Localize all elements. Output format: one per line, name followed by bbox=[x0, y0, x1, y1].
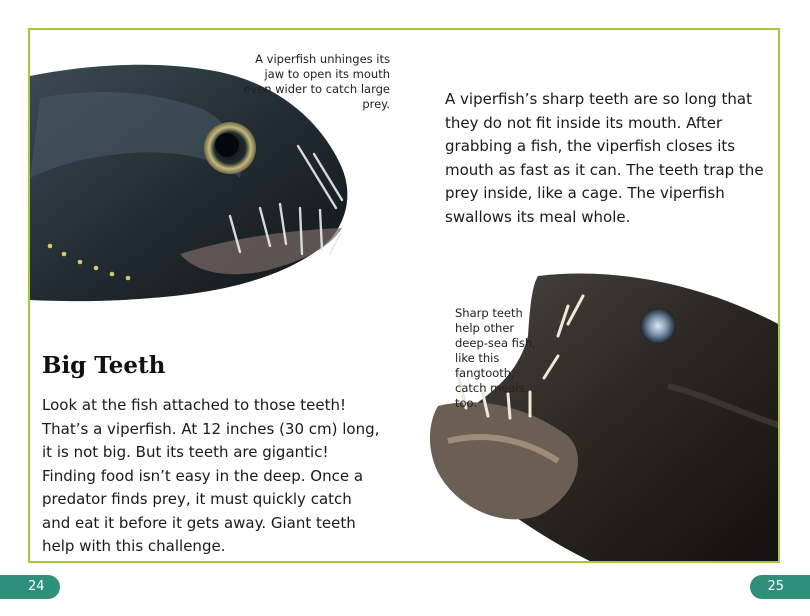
fangtooth-caption: Sharp teeth help other deep-sea fish, like this fangtooth, catch meals, too. bbox=[455, 306, 536, 410]
page-number-right: 25 bbox=[750, 575, 810, 599]
viperfish-teeth-paragraph: A viperfish’s sharp teeth are so long that they do not fit inside its mouth. After grabbing a fish, the viperfish closes its mouth as fast as it can. The teeth trap the prey inside, like a cage. The viperfish swallows its meal whole. bbox=[445, 90, 764, 226]
big-teeth-paragraph: Look at the fish attached to those teeth! That’s a viperfish. At 12 inches (30 cm) long, it is not big. But its teeth are gigantic! Finding food isn’t easy in the deep. Once a predator finds prey, it must quickly catch and eat it before it gets away. Giant teeth help with this challenge. bbox=[42, 396, 380, 555]
page-number-left: 24 bbox=[0, 575, 60, 599]
page-frame bbox=[28, 28, 780, 563]
section-heading: Big Teeth bbox=[42, 352, 166, 379]
viperfish-jaw-caption: A viperfish unhinges its jaw to open its mouth even wider to catch large prey. bbox=[243, 52, 390, 111]
